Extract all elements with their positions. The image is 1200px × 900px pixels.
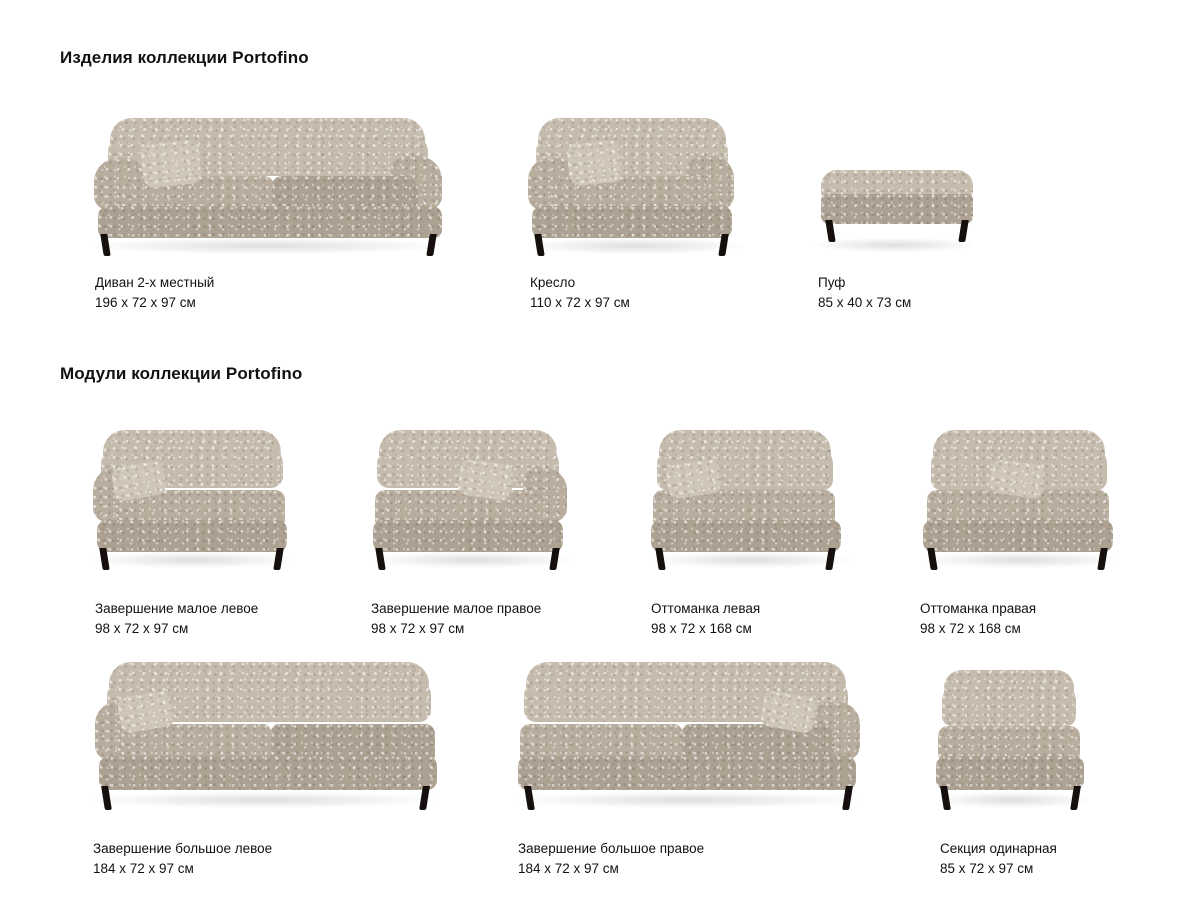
module-small-end-left [85,420,305,636]
module-ottoman-right [915,420,1130,636]
item-dims: 184 x 72 x 97 см [93,861,194,876]
caption-ottoman-right [920,600,1036,637]
item-dims: 85 x 40 x 73 см [818,295,912,310]
item-name: Оттоманка правая [920,601,1037,616]
floor-shadow [373,552,573,568]
item-name: Завершение малое левое [95,601,259,616]
caption-small-end-right [371,600,541,637]
base [99,756,437,790]
floor-shadow [938,792,1088,808]
backrest-lower [942,686,1076,726]
module-ottoman-left [645,420,860,636]
base [923,520,1113,552]
item-dims: 98 x 72 x 168 см [651,621,752,636]
item-name: Завершение большое левое [93,841,273,856]
item-name: Диван 2-х местный [95,275,215,290]
caption-large-end-right [518,840,704,877]
floor-shadow [923,552,1119,568]
item-name: Завершение малое правое [371,601,542,616]
item-dims: 98 x 72 x 97 см [95,621,189,636]
item-dims: 98 x 72 x 168 см [920,621,1021,636]
floor-shadow [93,552,293,568]
seat-cushion [938,726,1080,760]
item-name: Кресло [530,275,576,290]
product-armchair [520,110,750,310]
module-small-end-right [365,420,585,636]
pouf-base [821,194,973,224]
section-title-modules: Модули коллекции Portofino [60,364,303,383]
item-name: Пуф [818,275,846,290]
caption-ottoman-left [651,600,760,637]
sofa-base [98,206,442,238]
item-dims: 85 x 72 x 97 см [940,861,1034,876]
caption-single-section [940,840,1057,877]
floor-shadow [93,792,433,808]
floor-shadow [518,792,858,808]
floor-shadow [815,238,975,252]
floor-shadow [653,552,849,568]
item-dims: 184 x 72 x 97 см [518,861,619,876]
pillow [457,458,515,501]
product-sofa-2seat [80,110,460,310]
item-dims: 98 x 72 x 97 см [371,621,465,636]
armchair-base [532,206,732,238]
caption-large-end-left [93,840,272,877]
caption-small-end-left [95,600,258,637]
pillow [989,458,1047,499]
base [373,520,563,552]
base [651,520,841,552]
base [518,756,856,790]
base [936,756,1084,790]
item-dims: 196 x 72 x 97 см [95,295,196,310]
armchair-pillow [566,139,624,186]
product-pouf [805,110,985,310]
caption-pouf [818,274,911,311]
module-large-end-left [85,650,445,876]
sofa-pillow [140,139,202,189]
caption-armchair [530,274,630,311]
item-name: Оттоманка левая [651,601,761,616]
module-large-end-right [510,650,870,876]
caption-sofa-2seat [95,274,214,311]
item-dims: 110 x 72 x 97 см [530,295,630,310]
module-single-section [930,650,1110,876]
floor-shadow [528,238,743,254]
base [97,520,287,552]
item-name: Секция одинарная [940,841,1057,856]
section-title-products: Изделия коллекции Portofino [60,48,309,67]
floor-shadow [90,238,440,254]
item-name: Завершение большое правое [518,841,705,856]
